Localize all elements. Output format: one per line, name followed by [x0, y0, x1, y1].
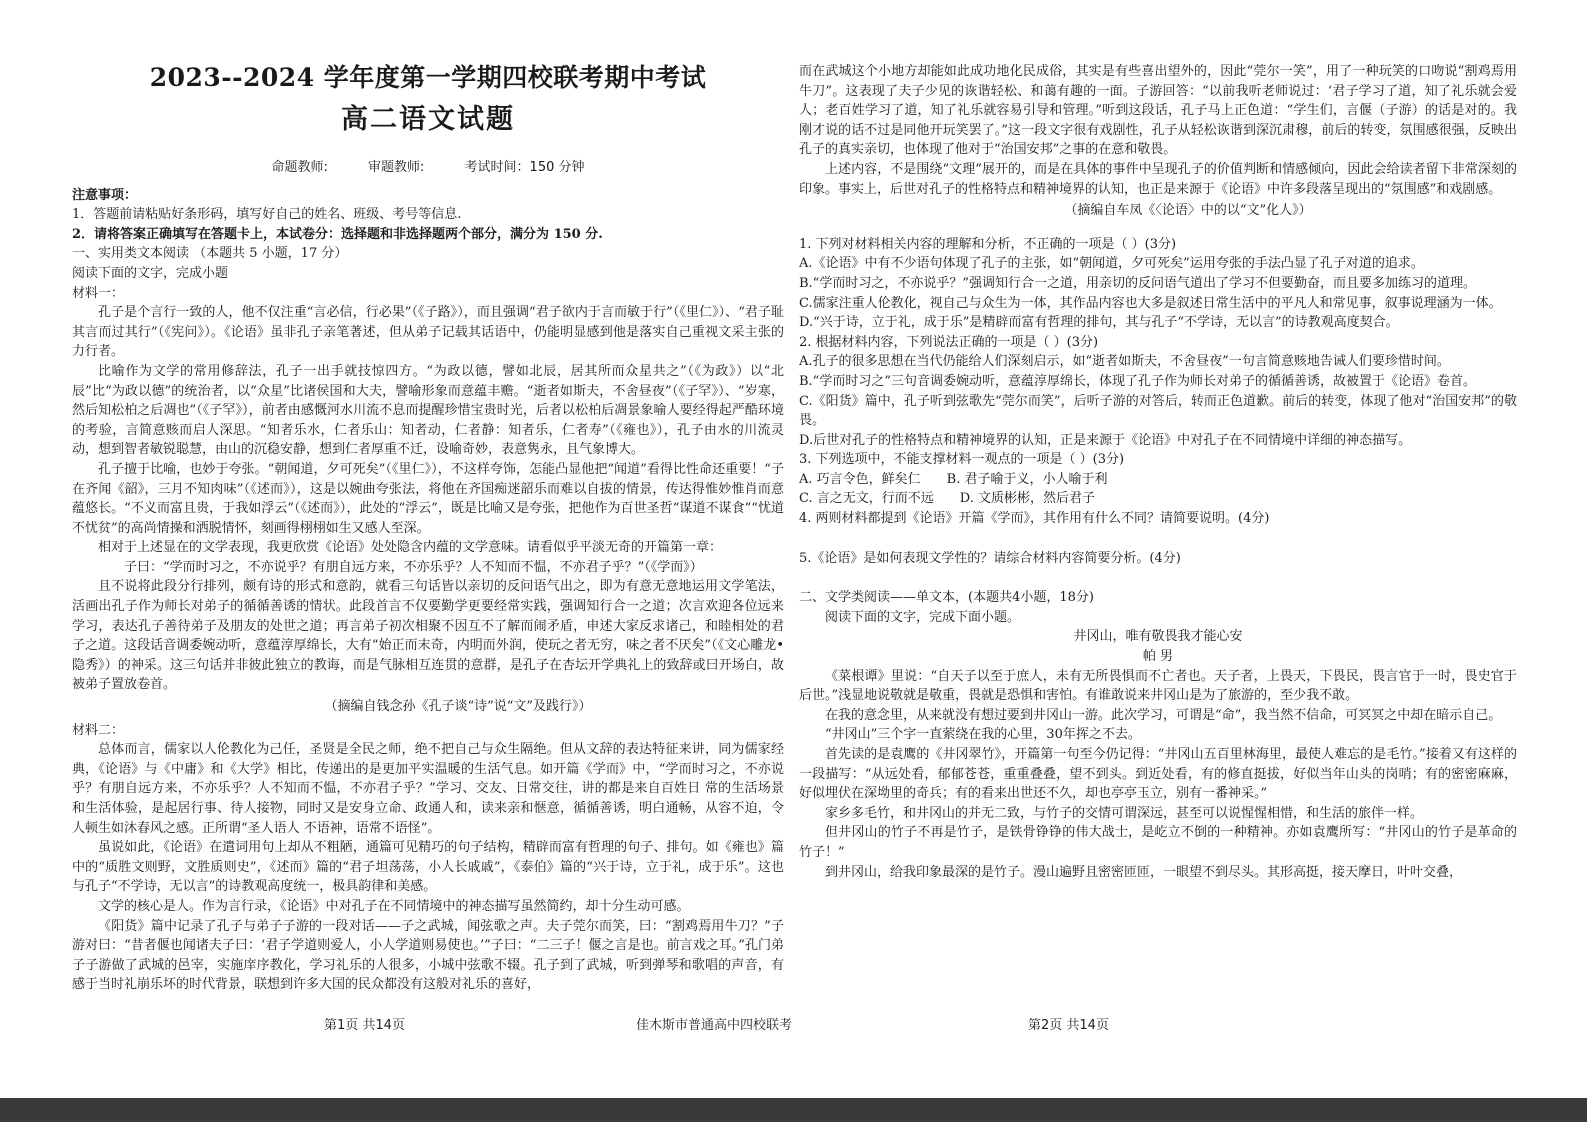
- paragraph: 孔子是个言行一致的人，他不仅注重“言必信，行必果”（《子路》），而且强调“君子欲内于言而敏于行”（《里仁》）、“君子耻其言而过其行”（《宪问》）。《论语》虽非孔子亲笔著述，但从弟子记载其话语中，仍能明显感到他是落实自己重视文采主张的力行者。: [72, 305, 784, 360]
- question-4: 4. 两则材料都提到《论语》开篇《学而》，其作用有什么不同？请简要说明。(4分): [799, 511, 1270, 527]
- paragraph: 在我的意念里，从来就没有想过要到井冈山一游。此次学习，可谓是“命”，我当然不信命，可冥冥之中却在暗示自己。: [825, 707, 1502, 723]
- question-1: 1. 下列对材料相关内容的理解和分析，不正确的一项是（ ）(3分): [799, 236, 1177, 252]
- material-label: 材料二：: [72, 722, 125, 738]
- exam-info: [72, 158, 784, 178]
- paragraph: 家乡多毛竹，和井冈山的并无二致，与竹子的交情可谓深远，甚至可以说惺惺相惜，和生活的旅伴一样。: [825, 805, 1424, 821]
- article-author: 帕 男: [1142, 649, 1174, 665]
- section-heading: 一、实用类文本阅读 （本题共 5 小题，17 分）: [72, 246, 348, 262]
- option: A.孔子的很多思想在当代仍能给人们深刻启示，如“逝者如斯夫，不舍昼夜”一句言简意赅地告诫人们要珍惜时间。: [799, 354, 1450, 370]
- option-row: A. 巧言令色，鲜矣仁 B. 君子喻于义，小人喻于利: [799, 471, 1108, 487]
- option: D.后世对孔子的性格特点和精神境界的认知，正是来源于《论语》中对孔子在不同情境中详细的神态描写。: [799, 432, 1412, 448]
- paragraph: 比喻作为文学的常用修辞法，孔子一出手就技惊四方。“为政以德，譬如北辰，居其所而众星共之”（《为政》）以“北辰”比“为政以德”的统治者，以“众星”比诸侯国和大夫，譬喻形象而意蕴丰赡。“逝者如斯夫，不舍昼夜”（《子罕》）、“岁寒，然后知松柏之后凋也”（《子罕》），前者由感慨河水川流不息而提醒珍惜宝贵时光，后者以松柏后凋景象喻人要经得起严酷环境的考验，言简意赅而启人深思。“知者乐水，仁者乐山：知者动，仁者静：知者乐，仁者寿”（《雍也》），孔子由水的川流灵动，想到智者敏锐聪慧，由山的沉稳安静，想到仁者厚重不迁，设喻奇妙，表意隽永，且气象博大。: [72, 363, 784, 458]
- paragraph: 首先读的是袁鹰的《井冈翠竹》，开篇第一句至今仍记得：“井冈山五百里林海里，最使人难忘的是毛竹。”接着又有这样的一段描写：“从远处看，郁郁苍苍，重重叠叠，望不到头。到近处看，有的修直挺拔，好似当年山头的岗哨；有的密密麻麻，好似埋伏在深坳里的奇兵；有的看来出世还不久，却也亭亭玉立，别有一番神采。”: [799, 747, 1517, 802]
- instruction: 阅读下面的文字，完成下面小题。: [825, 609, 1021, 625]
- reviewer-label: 审题教师:: [368, 160, 425, 175]
- exam-time: 考试时间：150 分钟: [464, 160, 585, 175]
- paragraph: 到井冈山，给我印象最深的是竹子。漫山遍野且密密匝匝，一眼望不到尽头。其形高挺，接天摩日，叶叶交叠，: [825, 864, 1463, 880]
- source-citation: （摘编自钱念孙《孔子谈“诗”说“文”及践行》）: [324, 699, 592, 715]
- section-heading: 二、文学类阅读——单文本，(本题共4小题，18分): [799, 590, 1094, 606]
- paragraph: 而在武城这个小地方却能如此成功地化民成俗，其实是有些喜出望外的，因此“莞尔一笑”，用了一种玩笑的口吻说“割鸡焉用牛刀”。这表现了夫子少见的诙谐轻松、和蔼有趣的一面。子游回答：“以前我听老师说过：‘君子学习了道，知了礼乐就会爱人；老百姓学习了道，知了礼乐就容易引导和管理。”听到这段话，孔子马上正色道：“学生们，言偃（子游）的话是对的。我刚才说的话不过是同他开玩笑罢了。”这一段文字很有戏剧性，孔子从轻松诙谐到深沉肃穆，前后的转变，氛围感很强，反映出孔子的真实亲切，也体现了他对于“治国安邦”之事的在意和敬畏。: [799, 64, 1517, 158]
- page-number-right: 第2页 共14页: [1028, 1018, 1109, 1033]
- right-column: [799, 0, 1517, 1060]
- paragraph: 相对于上述显在的文学表现，我更欣赏《论语》处处隐含内蕴的文学意味。请看似乎平淡无奇的开篇第一章：: [98, 540, 723, 556]
- notice-item: 2．请将答案正确填写在答题卡上，本试卷分：选择题和非选择题两个部分，满分为 150 分.: [72, 226, 603, 242]
- option: C.儒家注重人伦教化，视自己与众生为一体，其作品内容也大多是叙述日常生活中的平凡人和常见事，叙事说理涵为一体。: [799, 295, 1502, 311]
- notice-heading: 注意事项：: [72, 187, 138, 203]
- page-number-left: 第1页 共14页: [324, 1018, 405, 1033]
- question-5: 5.《论语》是如何表现文学性的？请综合材料内容简要分析。(4分): [799, 550, 1181, 566]
- option-row: C. 言之无文，行而不远 D. 文质彬彬，然后君子: [799, 491, 1095, 507]
- scan-edge: [0, 1098, 1587, 1122]
- paragraph: 且不说将此段分行排列，颇有诗的形式和意韵，就看三句话皆以亲切的反问语气出之，即为有意无意地运用文学笔法，活画出孔子作为师长对弟子的循循善诱的情状。此段首言不仅要勤学更要经常实践，强调知行合一之道；次言欢迎各位远来学习，表达孔子善待弟子及朋友的处世之道；再言弟子初次相聚不因互不了解而闹矛盾，申述大家反求诸己，和睦相处的君子之道。这段话音调委婉动听，意蕴淳厚绵长，大有“始正而末奇，内明而外润，使玩之者无穷，味之者不厌矣”（《文心雕龙•隐秀》）的神采。这三句话并非彼此独立的教诲，而是气脉相互连贯的意群，是孔子在杏坛开学典礼上的致辞或曰开场白，故被弟子置放卷首。: [72, 579, 784, 693]
- option: C.《阳货》篇中，孔子听到弦歌先“莞尔而笑”，后听子游的对答后，转而正色道歉。前后的转变，体现了他对“治国安邦”的敬畏。: [799, 393, 1517, 429]
- exam-title: 2023--2024 学年度第一学期四校联考期中考试: [149, 63, 707, 92]
- question-3: 3. 下列选项中，不能支撑材料一观点的一项是（ ）(3分): [799, 452, 1125, 468]
- left-column: [72, 0, 784, 1060]
- paragraph: 总体而言，儒家以人伦教化为己任，圣贤是全民之师，绝不把自己与众生隔绝。但从文辞的表达特征来讲，同为儒家经典，《论语》与《中庸》和《大学》相比，传递出的是更加平实温暖的生活气息。如开篇《学而》中，“学而时习之，不亦说乎？有朋自远方来，不亦乐乎？人不知而不愠，不亦君子乎？”学习、交友、日常交往，讲的都是来自百姓日 常的生活场景和生活体验，是起居行事、待人接物，同时又是安身立命、政通人和，读来亲和惬意，循循善诱，明白通畅，从容不迫，令人顿生如沐春风之感。正所谓“圣人语人 不语神，语常不语怪”。: [72, 742, 784, 836]
- source-citation: （摘编自车凤《〈论语〉中的以“文”化人》）: [1064, 203, 1312, 219]
- paragraph: 孔子擅于比喻，也妙于夸张。“朝闻道，夕可死矣”（《里仁》），不这样夸饰，怎能凸显他把“闻道”看得比性命还重要！“子在齐闻《韶》，三月不知肉味”（《述而》），这是以婉曲夸张法，将他在齐国痴迷韶乐而难以自拔的情景，传达得惟妙惟肖而意蕴悠长。“不义而富且贵，于我如浮云”（《述而》），此处的“浮云”，既是比喻又是夸张，把他作为百世圣哲“谋道不谋食”“忧道不忧贫”的高尚情操和洒脱情怀，刻画得栩栩如生又感人至深。: [72, 461, 784, 536]
- paragraph: 虽说如此，《论语》在遣词用句上却从不粗陋，通篇可见精巧的句子结构，精辟而富有哲理的句子、排句。如《雍也》篇中的“质胜文则野，文胜质则史”，《述而》篇的“君子坦荡荡，小人长戚戚”，《泰伯》篇的“兴于诗，立于礼，成于乐”。这也与孔子“不学诗，无以言”的诗教观高度统一，极具韵律和美感。: [72, 840, 784, 895]
- paragraph: 《阳货》篇中记录了孔子与弟子子游的一段对话——子之武城，闻弦歌之声。夫子莞尔而笑，曰：“割鸡焉用牛刀？”子游对曰：“昔者偃也闻诸夫子曰：‘君子学道则爱人，小人学道则易使也。’”子曰：“二三子！偃之言是也。前言戏之耳。”孔门弟子子游做了武城的邑宰，实施庠序教化，学习礼乐的人很多，小城中弦歌不辍。孔子到了武城，听到弹琴和歌唱的声音，有感于当时礼崩乐坏的时代背景，联想到许多大国的民众都没有这般对礼乐的喜好，: [72, 918, 784, 993]
- notice-item: 1．答题前请粘贴好条形码，填写好自己的姓名、班级、考号等信息.: [72, 207, 462, 223]
- quotation: 子曰：“学而时习之，不亦说乎？有朋自远方来，不亦乐乎？人不知而不愠，不亦君子乎？”（《学而》）: [124, 559, 703, 575]
- article-title: 井冈山，唯有敬畏我才能心安: [1073, 629, 1243, 645]
- exam-subtitle: 高二语文试题: [341, 104, 515, 135]
- paragraph: 但井冈山的竹子不再是竹子，是铁骨铮铮的伟大战士，是屹立不倒的一种精神。亦如袁鹰所写：“井冈山的竹子是革命的竹子！”: [799, 825, 1517, 860]
- paragraph: 文学的核心是人。作为言行录，《论语》中对孔子在不同情境中的神态描写虽然简约，却十分生动可感。: [98, 898, 690, 914]
- footer-center: 佳木斯市普通高中四校联考: [636, 1018, 793, 1033]
- material-label: 材料一：: [72, 285, 125, 301]
- paragraph: 《菜根谭》里说：“自天子以至于庶人，未有无所畏惧而不亡者也。天子者，上畏天，下畏民，畏言官于一时，畏史官于后世。”浅显地说敬就是敬重，畏就是恐惧和害怕。有谁敢说来井冈山是为了旅游的，至少我不敢。: [799, 668, 1517, 704]
- paragraph: 上述内容，不是围绕“文理”展开的，而是在具体的事件中呈现孔子的价值判断和情感倾向，因此会给读者留下非常深刻的印象。事实上，后世对孔子的性格特点和精神境界的认知，也正是来源于《论语》中许多段落呈现出的“氛围感”和戏剧感。: [799, 161, 1517, 197]
- option: B.“学而时习之，不亦说乎？”强调知行合一之道，用亲切的反问语气道出了学习不但要勤奋，而且要多加练习的道理。: [799, 275, 1476, 291]
- option: D.“兴于诗，立于礼，成于乐”是精辟而富有哲理的排句，其与孔子“不学诗，无以言”的诗教观高度契合。: [799, 315, 1399, 331]
- setter-label: 命题教师:: [271, 160, 328, 175]
- option: A.《论语》中有不少语句体现了孔子的主张，如“朝闻道，夕可死矣”运用夸张的手法凸显了孔子对道的追求。: [799, 256, 1424, 272]
- question-2: 2. 根据材料内容，下列说法正确的一项是（ ）(3分): [799, 334, 1099, 350]
- paragraph: “井冈山”三个字一直萦绕在我的心里，30年挥之不去。: [825, 727, 1141, 743]
- option: B.“学而时习之”三句音调委婉动听，意蕴淳厚绵长，体现了孔子作为师长对弟子的循循善诱，故被置于《论语》卷首。: [799, 373, 1476, 389]
- instruction: 阅读下面的文字，完成小题: [72, 265, 229, 281]
